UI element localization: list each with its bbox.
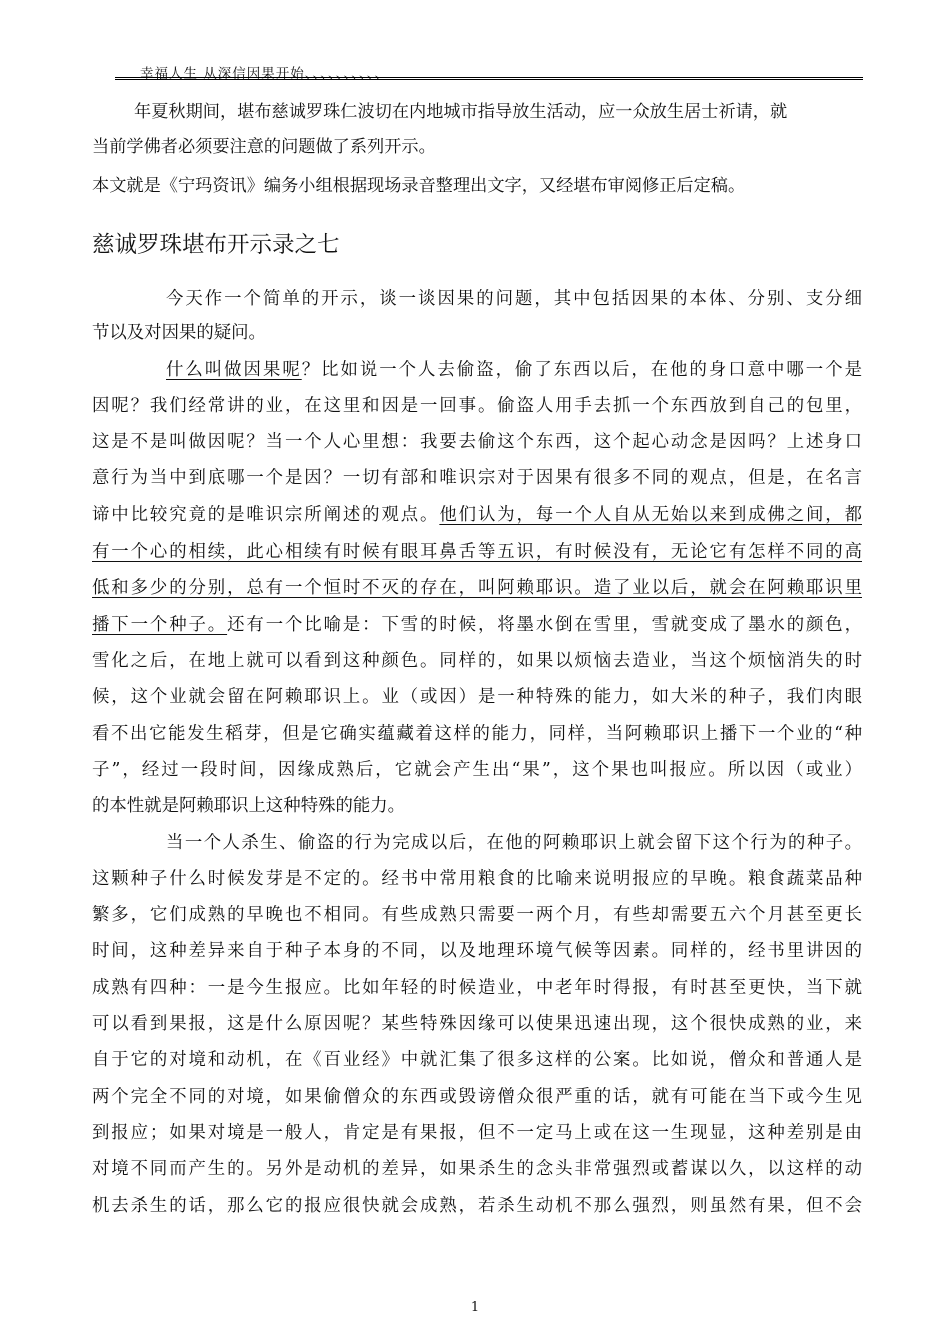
- paragraph-line: 可以看到果报，这是什么原因呢？某些特殊因缘可以使果迅速出现，这个很快成熟的业，来: [92, 1014, 862, 1034]
- paragraph-line: 因呢？我们经常讲的业，在这里和因是一回事。偷盗人用手去抓一个东西放到自己的包里，: [92, 396, 862, 416]
- page-number: 1: [470, 1300, 480, 1315]
- paragraph-line: 成熟有四种：一是今生报应。比如年轻的时候造业，中老年时得报，有时甚至更快，当下就: [92, 978, 862, 998]
- paragraph-line: 子”，经过一段时间，因缘成熟后，它就会产生出“果”，这个果也叫报应。所以因（或业）: [92, 760, 862, 780]
- paragraph-line: [92, 610, 862, 640]
- paragraph-line: 节以及对因果的疑问。: [92, 323, 266, 343]
- paragraph-line: [166, 355, 862, 385]
- paragraph-line: 今天作一个简单的开示，谈一谈因果的问题，其中包括因果的本体、分别、支分细: [166, 289, 862, 309]
- paragraph-line: 机去杀生的话，那么它的报应很快就会成熟，若杀生动机不那么强烈，则虽然有果，但不会: [92, 1196, 862, 1216]
- underlined-text: 什么叫做因果呢: [166, 360, 302, 380]
- paragraph-line: 对境不同而产生的。另外是动机的差异，如果杀生的念头非常强烈或蓄谋以久，以这样的动: [92, 1159, 862, 1179]
- paragraph-line: 到报应；如果对境是一般人，肯定是有果报，但不一定马上或在这一生现显，这种差别是由: [92, 1123, 862, 1143]
- paragraph-line: 这颗种子什么时候发芽是不定的。经书中常用粮食的比喻来说明报应的早晚。粮食蔬菜品种: [92, 869, 862, 889]
- paragraph-line: 两个完全不同的对境，如果偷僧众的东西或毁谤僧众很严重的话，就有可能在当下或今生见: [92, 1087, 862, 1107]
- paragraph-line: 当一个人杀生、偷盗的行为完成以后，在他的阿赖耶识上就会留下这个行为的种子。: [166, 833, 862, 853]
- paragraph-line: 看不出它能发生稻芽，但是它确实蕴藏着这样的能力，同样，当阿赖耶识上播下一个业的“种: [92, 724, 862, 744]
- running-header: 幸福人生 从深信因果开始、、、、、、、、、、: [140, 66, 390, 82]
- line-text: 谛中比较究竟的是唯识宗所阐述的观点。: [92, 505, 440, 525]
- paragraph-line: [92, 500, 862, 530]
- paragraph-line: 的本性就是阿赖耶识上这种特殊的能力。: [92, 796, 406, 816]
- intro-line-3: 本文就是《宁玛资讯》编务小组根据现场录音整理出文字，又经堪布审阅修正后定稿。: [92, 176, 746, 196]
- underlined-text: 他们认为，每一个人自从无始以来到成佛之间，都: [439, 505, 862, 525]
- paragraph-line: 雪化之后，在地上就可以看到这种颜色。同样的，如果以烦恼去造业，当这个烦恼消失的时: [92, 651, 862, 671]
- paragraph-line: 繁多，它们成熟的早晚也不相同。有些成熟只需要一两个月，有些却需要五六个月甚至更长: [92, 905, 862, 925]
- header-divider: [115, 77, 863, 78]
- paragraph-line: 时间，这种差异来自于种子本身的不同，以及地理环境气候等因素。同样的，经书里讲因的: [92, 941, 862, 961]
- intro-line-2: 当前学佛者必须要注意的问题做了系列开示。: [92, 137, 436, 157]
- intro-line-1: 年夏秋期间，堪布慈诚罗珠仁波切在内地城市指导放生活动，应一众放生居士祈请，就: [134, 102, 788, 122]
- line-text: 还有一个比喻是：下雪的时候，将墨水倒在雪里，雪就变成了墨水的颜色，: [227, 615, 862, 635]
- paragraph-line: 自于它的对境和动机，在《百业经》中就汇集了很多这样的公案。比如说，僧众和普通人是: [92, 1050, 862, 1070]
- paragraph-line: 有一个心的相续，此心相续有时候有眼耳鼻舌等五识，有时候没有，无论它有怎样不同的高: [92, 542, 862, 562]
- page-title: 慈诚罗珠堪布开示录之七: [92, 232, 340, 258]
- line-text: ？比如说一个人去偷盗，偷了东西以后，在他的身口意中哪一个是: [301, 360, 862, 380]
- paragraph-line: 这是不是叫做因呢？当一个人心里想：我要去偷这个东西，这个起心动念是因吗？上述身口: [92, 432, 862, 452]
- paragraph-line: 低和多少的分别，总有一个恒时不灭的存在，叫阿赖耶识。造了业以后，就会在阿赖耶识里: [92, 578, 862, 598]
- underlined-text: 播下一个种子。: [92, 615, 228, 635]
- paragraph-line: 意行为当中到底哪一个是因？一切有部和唯识宗对于因果有很多不同的观点，但是，在名言: [92, 468, 862, 488]
- paragraph-line: 候，这个业就会留在阿赖耶识上。业（或因）是一种特殊的能力，如大米的种子，我们肉眼: [92, 687, 862, 707]
